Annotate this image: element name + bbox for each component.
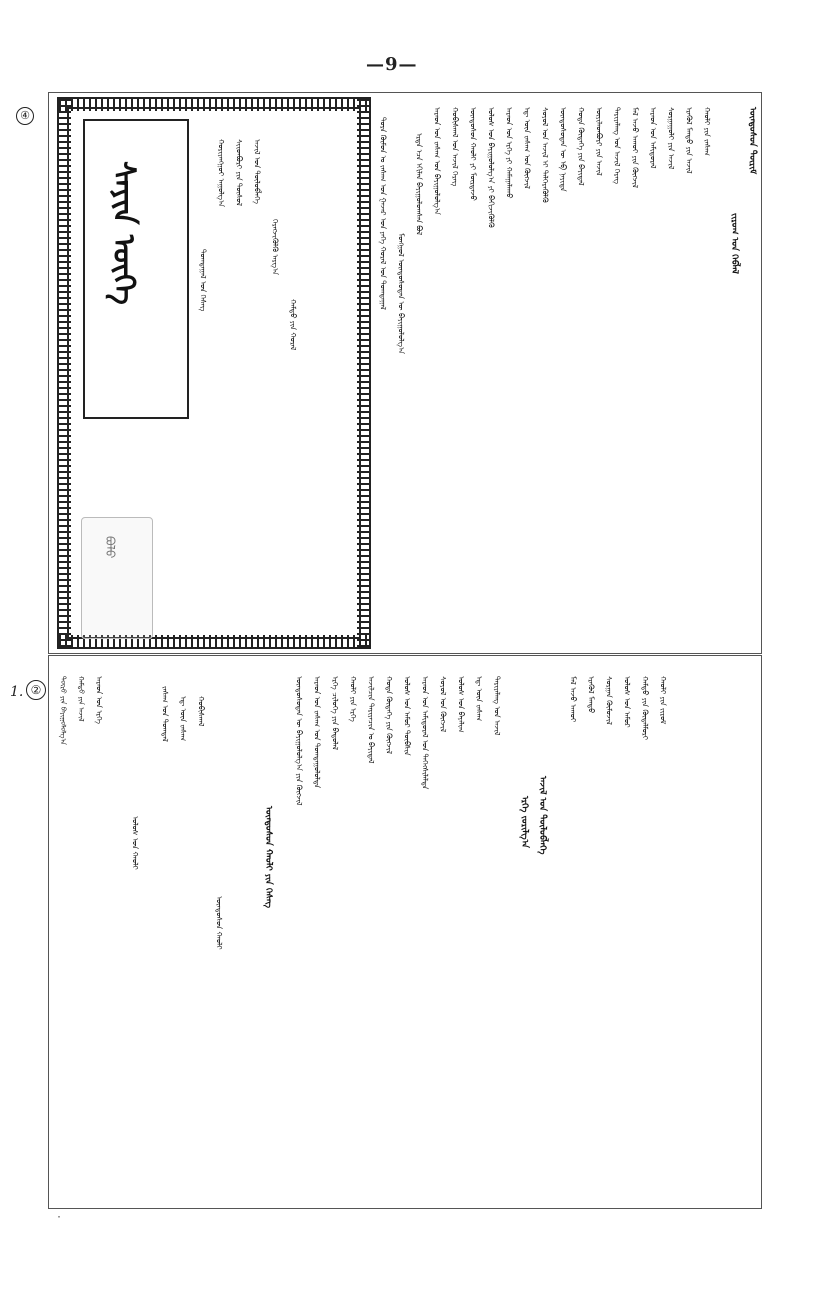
- text-line: ᠦᠨᠳᠦᠰᠦᠨ ᠬᠠᠤᠯᠢ ᠶᠢ ᠮᠥᠷᠳᠡᠵᠦ: [468, 107, 478, 201]
- numeral-1: 1.: [10, 684, 24, 700]
- text-line: ᠬᠠᠤᠯᠢ ᠶᠢᠨ ᠵᠠᠰᠠᠭ: [702, 107, 712, 156]
- lower-page: [48, 655, 762, 1209]
- text-line: ᠡᠳ᠋ ᠦᠨ ᠵᠠᠰᠠᠭ: [178, 696, 188, 742]
- text-line: ᠬᠠᠤᠯᠢ ᠶᠢᠨ ᠡᠷᠬᠡ: [348, 676, 358, 722]
- section-heading: ᠦᠨᠳᠦᠰᠦᠨ ᠬᠠᠤᠯᠢ ᠶᠢᠨ ᠬᠡᠰᠡᠭ: [263, 806, 273, 909]
- text-line: ᠦᠨᠳᠦᠰᠦᠲᠡᠨ ᠦ ᠪᠠᠶᠢᠭᠤᠯᠤᠯᠭ᠎ᠠ ᠶᠢᠨ ᠬᠥᠭᠵᠢᠯ: [294, 676, 304, 806]
- footer-mark: ·: [56, 1212, 63, 1223]
- text-line: ᠡᠷᠬᠡ ᠴᠢᠯᠦᠭᠡ ᠶᠢᠨ ᠪᠠᠲᠤᠯᠠᠯ: [330, 676, 340, 751]
- text-line: ᠳᠤᠷᠠ ᠬᠦᠮᠦᠨ ᠤ ᠵᠠᠰᠠᠭ ᠤᠨ ᠭᠠᠵᠠᠷ ᠤᠨ ᠶᠡᠬᠡ ᠬᠤᠷᠠᠯ ᠤᠨ ᠲᠣᠬᠲᠠᠭᠠᠯ: [378, 117, 388, 310]
- text-line: ᠠᠷᠠᠳ ᠤᠨ ᠠᠮᠢᠳᠤᠷᠠᠯ ᠤᠨ ᠳᠡᠭᠡᠭᠰᠢᠯᠡᠯᠲᠡ: [420, 676, 430, 790]
- text-line: ᠤᠯᠤᠰ ᠤᠨ ᠪᠠᠶᠠᠯᠢᠭ: [456, 676, 466, 733]
- text-line: ᠠᠷᠠᠳ ᠤᠨ ᠠᠮᠢᠳᠤᠷᠠᠯ: [648, 107, 658, 169]
- ornament-body-line: ᠲᠣᠬᠲᠠᠭᠠᠯ ᠤᠨ ᠬᠡᠰᠡᠭ: [198, 249, 208, 312]
- section-heading: ᠠᠵᠢᠯ ᠤᠨ ᠲᠥᠯᠦᠪᠯᠡᠭᠡ: [537, 776, 547, 855]
- text-line: ᠡᠷᠲᠡ ᠡᠴᠡ ᠡᠬᠢᠯᠡᠨ ᠪᠠᠶᠢᠭᠤᠯᠤᠭᠰᠠᠨ ᠪᠣᠯ: [414, 133, 424, 236]
- text-line: ᠮᠠᠯ ᠠᠵᠤ ᠠᠬᠤᠢ: [568, 676, 578, 723]
- text-line: ᠵᠠᠰᠠᠭ ᠤᠨ ᠲᠣᠭᠲᠠᠯ: [160, 686, 170, 742]
- text-line: ᠠᠷᠠᠳ ᠤᠨ ᠡᠷᠬᠡ: [94, 676, 104, 724]
- text-line: ᠲᠠᠷᠢᠶᠠᠯᠠᠩ ᠤᠨ ᠠᠵᠢᠯ: [492, 676, 502, 736]
- text-line: ᠰᠤᠷᠭᠠᠭᠤᠯᠢ ᠶᠢᠨ ᠠᠵᠢᠯ: [666, 107, 676, 170]
- text-line: ᠡᠷᠡᠭᠦᠯ ᠮᠡᠨᠳᠦ ᠶᠢᠨ ᠠᠵᠢᠯ: [684, 107, 694, 174]
- ornament-body-line: ᠬᠣᠷᠢᠶᠠᠩᠭᠤᠢ ᠠᠭᠤᠯᠭ᠎ᠠ: [216, 139, 226, 208]
- text-line: ᠦᠶᠢᠯᠡᠳᠪᠦᠷᠢ ᠶᠢᠨ ᠠᠵᠢᠯ: [594, 107, 604, 176]
- ornament-body-line: ᠠᠵᠢᠯ ᠤᠨ ᠲᠥᠯᠦᠪᠯᠡᠭᠡ: [252, 139, 262, 204]
- heading-line: ᠵᠢᠷᠤᠭ ᠤᠨ ᠬᠡᠪᠯᠡᠯ: [729, 213, 739, 274]
- ornamental-frame: [57, 97, 371, 649]
- page-number-marker: —9—: [366, 54, 418, 75]
- text-line: ᠲᠥᠷᠦ ᠶᠢᠨ ᠪᠠᠶᠢᠭᠤᠯᠤᠯᠭ᠎ᠠ: [59, 676, 67, 745]
- text-line: ᠦᠨᠳᠦᠰᠦᠨ ᠬᠠᠤᠯᠢ: [214, 896, 224, 950]
- ornament-title: ᠰᠠᠶᠢᠨ ᠦᠬᠡ: [106, 161, 141, 305]
- text-line: ᠠᠷᠠᠳ ᠤᠨ ᠵᠠᠰᠠᠭ ᠤᠨ ᠪᠠᠶᠢᠭᠤᠯᠤᠯᠭ᠎ᠠ: [432, 107, 442, 215]
- ink-stamp: [81, 517, 153, 639]
- ornament-body-line: ᠰᠢᠢᠳᠪᠦᠷᠢ ᠶᠢᠨ ᠲᠥᠰᠦᠯ: [234, 139, 244, 206]
- text-line: ᠮᠠᠯ ᠠᠵᠤ ᠠᠬᠤᠢ ᠶᠢᠨ ᠬᠥᠭᠵᠢᠯ: [630, 107, 640, 189]
- text-line: ᠬᠣᠲᠠ ᠬᠥᠳᠡᠭᠡ ᠶᠢᠨ ᠬᠥᠭᠵᠢᠯ: [384, 676, 394, 754]
- text-line: ᠤᠯᠤᠰ ᠤᠨ ᠠᠮᠤᠷ ᠲᠦᠪᠰᠢᠨ: [402, 676, 412, 756]
- text-line: ᠡᠳ᠋ ᠦᠨ ᠵᠠᠰᠠᠭ ᠤᠨ ᠬᠥᠭᠵᠢᠯ: [522, 107, 532, 189]
- ornament-body-line: ᠬᠠᠮᠲᠤ ᠶᠢᠨ ᠬᠤᠷᠠᠯ: [288, 299, 298, 351]
- text-line: ᠬᠣᠲᠠ ᠬᠥᠳᠡᠭᠡ ᠶᠢᠨ ᠪᠠᠶᠢᠳᠠᠯ: [576, 107, 586, 186]
- text-line: ᠬᠤᠪᠢᠰᠬᠠᠯ ᠤᠨ ᠠᠵᠢᠯ ᠬᠡᠷᠡᠭ: [450, 107, 460, 187]
- upper-page: [48, 92, 762, 654]
- text-line: ᠰᠣᠶᠣᠯ ᠤᠨ ᠠᠵᠢᠯ ᠢ ᠳᠡᠯᠭᠡᠷᠡᠭᠦᠯᠬᠦ: [540, 107, 550, 203]
- text-line: ᠠᠷᠠᠳ ᠤᠨ ᠡᠷᠬᠡ ᠶᠢ ᠬᠠᠮᠠᠭᠠᠯᠠᠬᠤ: [504, 107, 514, 199]
- text-line: ᠮᠣᠩᠭᠣᠯ ᠦᠨᠳᠦᠰᠦᠲᠡᠨ ᠦ ᠪᠠᠶᠢᠭᠤᠯᠤᠯᠭ᠎ᠠ: [396, 233, 406, 354]
- ornament-body-line: ᠬᠡᠷᠡᠭᠵᠢᠭᠦᠯᠬᠦ ᠠᠷᠭ᠎ᠠ: [270, 219, 280, 275]
- text-line: ᠰᠤᠷᠭᠠᠨ ᠬᠦᠮᠦᠵᠢᠯ: [604, 676, 614, 725]
- text-line: ᠬᠠᠮᠲᠤ ᠶᠢᠨ ᠬᠥᠳᠡᠯᠮᠦᠷᠢ: [640, 676, 650, 740]
- text-line: ᠬᠠᠤᠯᠢ ᠶᠢᠨ ᠵᠢᠷᠤᠮ: [658, 676, 668, 725]
- text-line: ᠡᠷᠡᠭᠦᠯ ᠮᠡᠨᠳᠦ: [586, 676, 596, 714]
- text-line: ᠦᠨᠳᠦᠰᠦᠲᠡᠨ ᠦ ᠡᠪ ᠨᠡᠶᠢᠲᠡ: [558, 107, 568, 192]
- text-line: ᠤᠯᠤᠰ ᠤᠨ ᠠᠮᠤᠷ: [622, 676, 632, 728]
- signature: ᠪᠣᠯᠤ: [103, 536, 117, 559]
- text-line: ᠰᠣᠶᠣᠯ ᠤᠨ ᠬᠥᠭᠵᠢᠯ: [438, 676, 448, 733]
- text-line: ᠤᠯᠤᠰ ᠤᠨ ᠬᠠᠤᠯᠢ: [130, 816, 140, 870]
- text-line: ᠲᠠᠷᠢᠶᠠᠯᠠᠩ ᠤᠨ ᠠᠵᠢᠯ ᠬᠡᠷᠡᠭ: [612, 107, 622, 184]
- heading-line: ᠦᠨᠳᠦᠰᠦᠨ ᠳᠦᠷᠢᠮ: [747, 107, 757, 175]
- text-line: ᠠᠷᠠᠳ ᠤᠨ ᠵᠠᠰᠠᠭ ᠤᠨ ᠲᠣᠭᠳᠠᠭᠤᠯᠤᠯᠲᠠ: [312, 676, 322, 789]
- text-line: ᠬᠤᠪᠢᠰᠬᠠᠯ: [196, 696, 206, 727]
- text-line: ᠡᠳ᠋ ᠦᠨ ᠵᠠᠰᠠᠭ: [474, 676, 484, 722]
- text-line: ᠤᠯᠤᠰ ᠤᠨ ᠪᠠᠶᠢᠭᠤᠯᠤᠯᠭ᠎ᠠ ᠶᠢ ᠪᠡᠬᠢᠵᠢᠭᠦᠯᠬᠦ: [486, 107, 496, 228]
- circled-number-2: ②: [26, 680, 46, 700]
- title-panel: [83, 119, 189, 419]
- text-line: ᠠᠵᠢᠯᠴᠢᠨ ᠲᠠᠷᠢᠶᠠᠴᠢᠨ ᠤ ᠪᠠᠶᠢᠳᠠᠯ: [366, 676, 376, 764]
- text-line: ᠬᠠᠮᠲᠤ ᠶᠢᠨ ᠠᠵᠢᠯ: [77, 676, 85, 722]
- circled-number-4: ④: [16, 107, 34, 125]
- section-heading: ᠡᠷᠬᠡ ᠵᠣᠷᠢᠯᠭ᠎ᠠ: [519, 796, 529, 848]
